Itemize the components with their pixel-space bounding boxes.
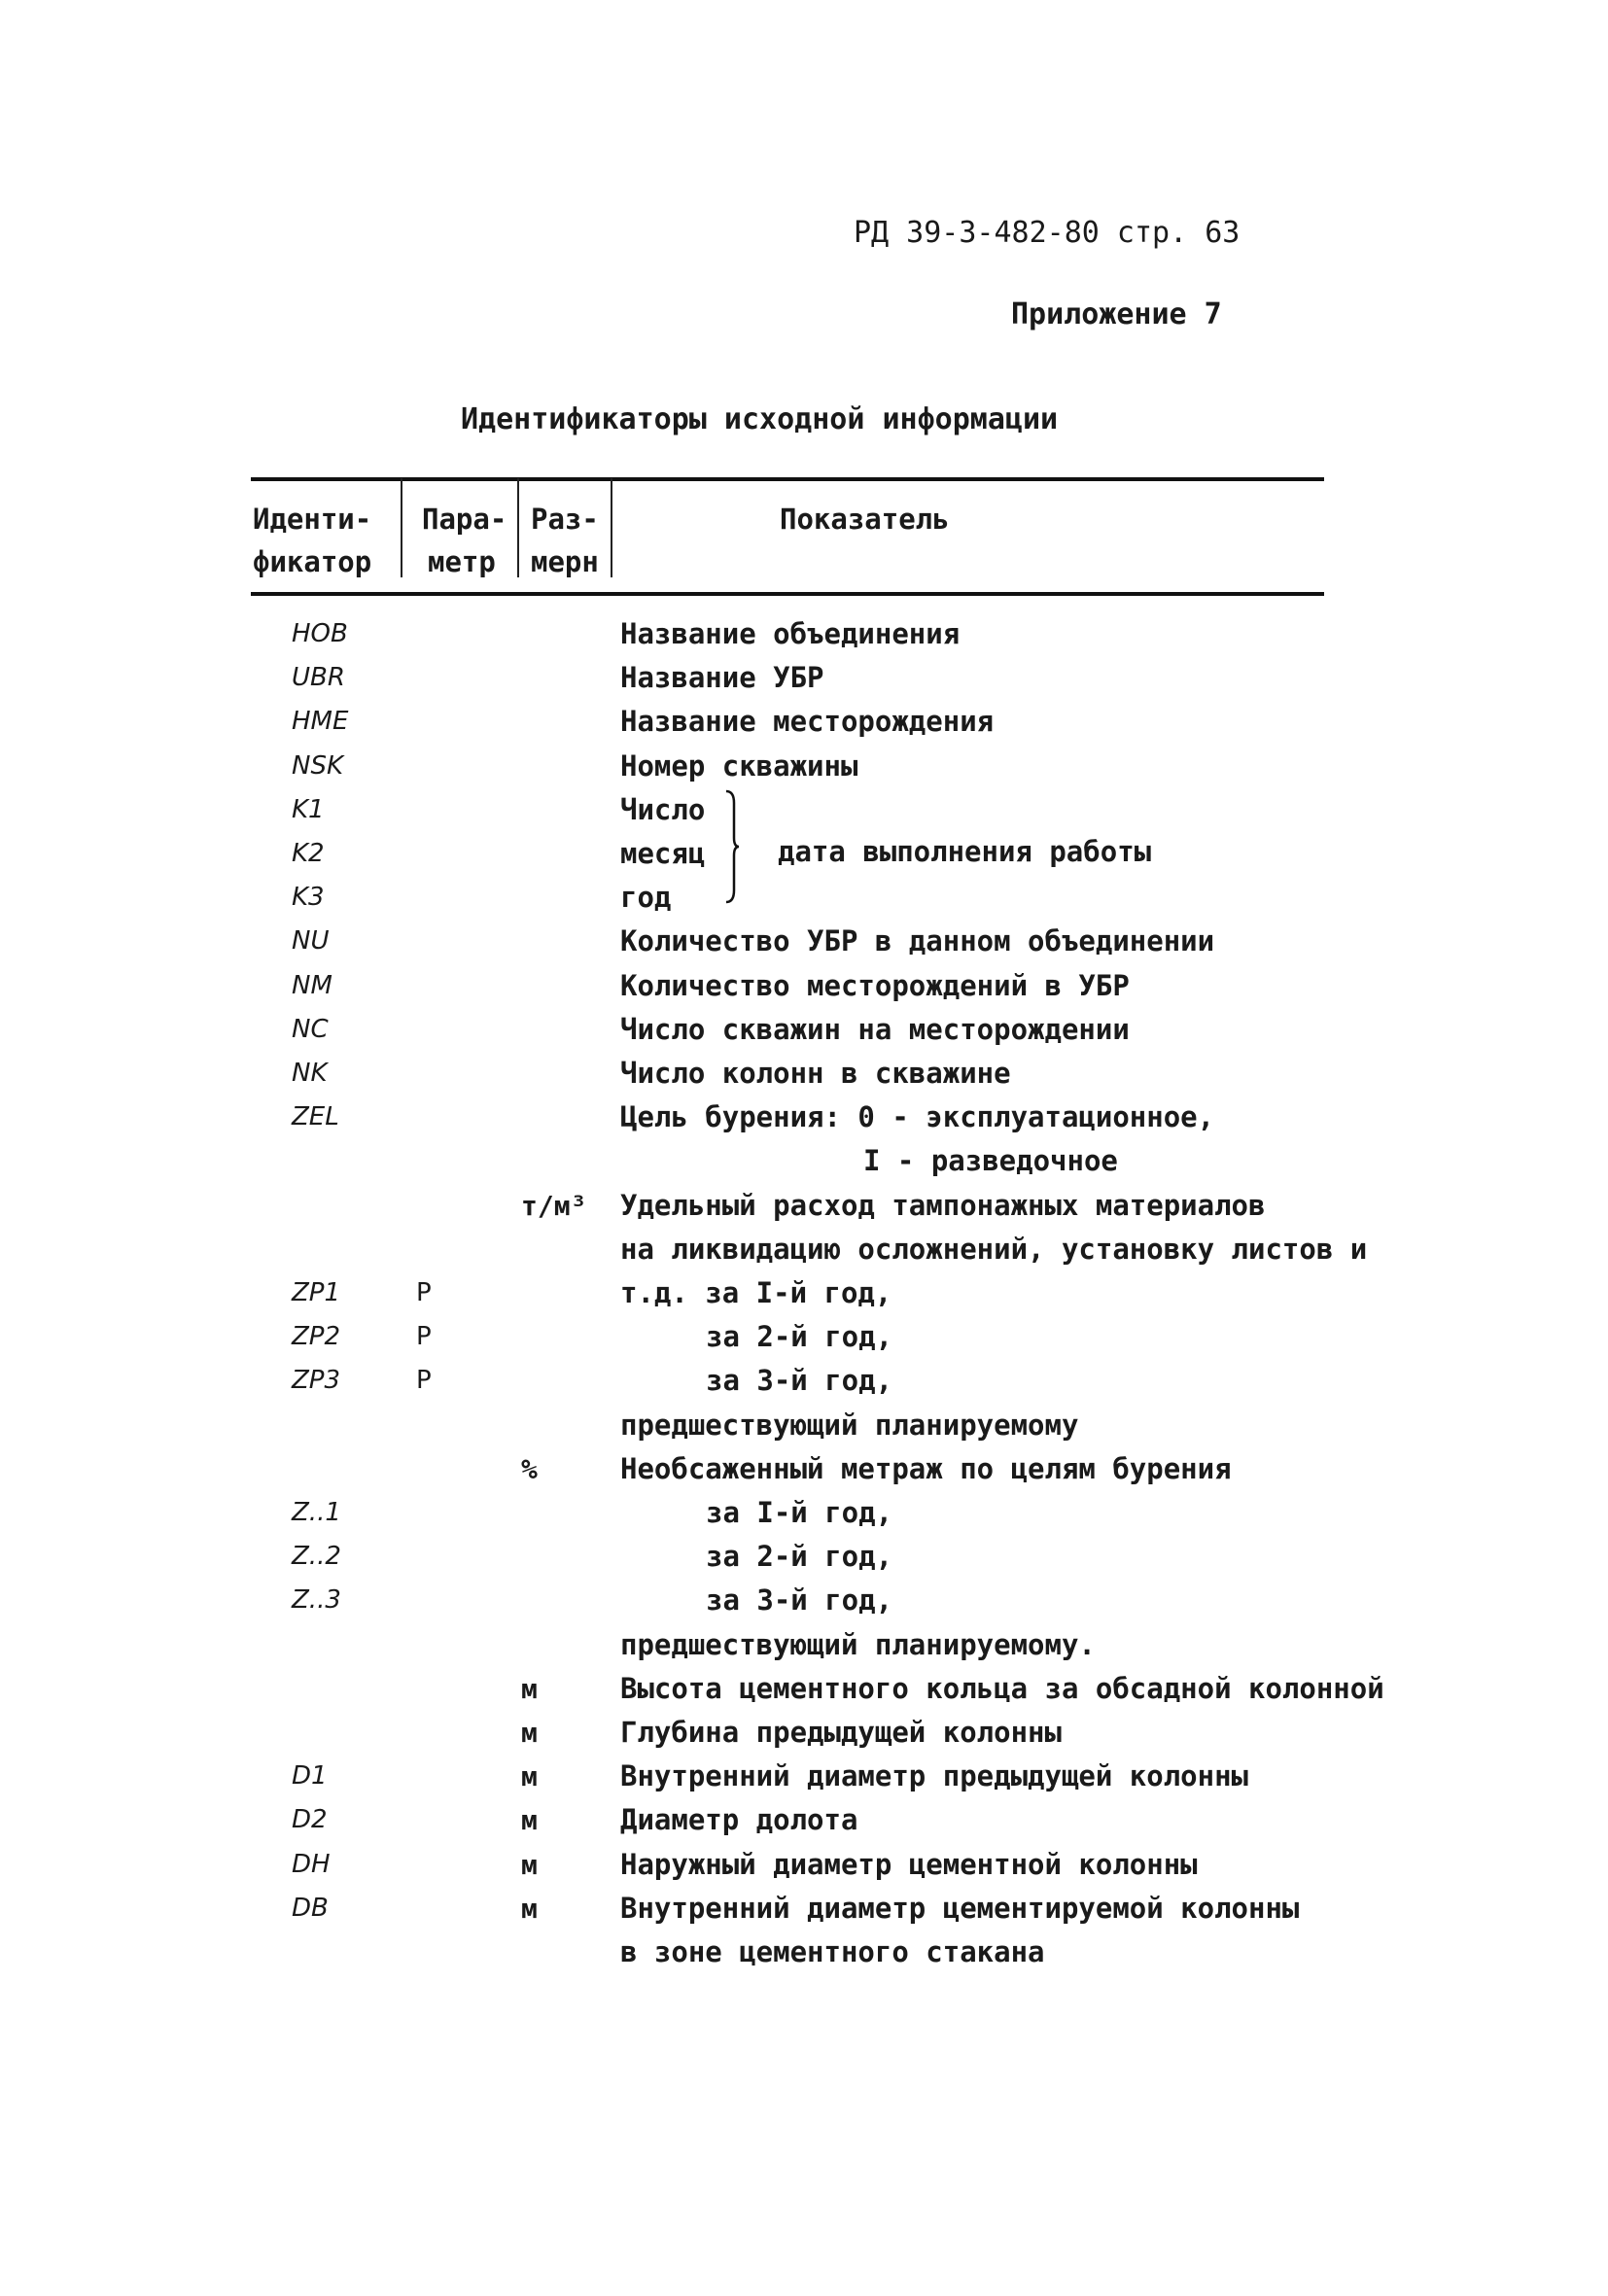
table-row (0, 1623, 1608, 1667)
table-row (0, 1404, 1608, 1447)
row-parameter: P (416, 1278, 432, 1307)
row-unit: м (521, 1848, 538, 1881)
row-identifier: D2 (292, 1805, 328, 1835)
row-identifier: K2 (292, 839, 325, 868)
row-unit: м (521, 1672, 538, 1705)
row-indicator: Внутренний диаметр цементируемой колонны (620, 1891, 1300, 1925)
row-identifier: DH (292, 1849, 331, 1879)
table-header-rule (251, 592, 1324, 596)
table-row (0, 612, 1608, 656)
appendix-label: Приложение 7 (1011, 297, 1222, 331)
table-row (0, 1887, 1608, 1931)
row-indicator: Число (620, 792, 706, 826)
table-row (0, 1228, 1608, 1271)
row-indicator: за I-й год, (706, 1496, 893, 1529)
row-indicator: Число скважин на месторождении (620, 1012, 1130, 1046)
right-brace-icon (724, 789, 740, 904)
column-separator (401, 478, 402, 577)
table-title: Идентификаторы исходной информации (461, 402, 1059, 436)
row-identifier: ZP3 (292, 1366, 341, 1396)
header-identifier-1: Иденти- (253, 503, 372, 536)
row-identifier: ZP1 (292, 1278, 341, 1307)
row-indicator: Необсаженный метраж по целям бурения (620, 1451, 1232, 1485)
row-unit: м (521, 1892, 538, 1925)
row-identifier: ZEL (292, 1102, 339, 1132)
table-row (0, 788, 1608, 832)
row-indicator: на ликвидацию осложнений, установку листов и (620, 1232, 1368, 1266)
header-identifier-2: фикатор (253, 545, 372, 578)
row-indicator: Диаметр долота (620, 1803, 858, 1837)
row-unit: т/м³ (521, 1189, 587, 1222)
row-unit: м (521, 1760, 538, 1793)
table-row (0, 1315, 1608, 1359)
table-row (0, 920, 1608, 963)
header-indicator: Показатель (780, 503, 950, 536)
row-indicator: Название объединения (620, 617, 961, 650)
row-indicator: Высота цементного кольца за обсадной колонной (620, 1671, 1384, 1705)
table-row (0, 1491, 1608, 1535)
row-unit: м (521, 1804, 538, 1837)
page-reference: РД 39-3-482-80 стр. 63 (854, 216, 1241, 250)
row-indicator: за 2-й год, (706, 1320, 893, 1354)
table-row (0, 1579, 1608, 1622)
row-identifier: NSK (292, 750, 344, 781)
row-indicator: за 3-й год, (706, 1583, 893, 1618)
row-identifier: Z..1 (292, 1498, 341, 1527)
row-identifier: D1 (292, 1761, 328, 1792)
header-unit-2: мерн (531, 545, 599, 578)
row-identifier: Z..2 (292, 1542, 341, 1572)
row-parameter: P (416, 1366, 432, 1396)
table-row (0, 1535, 1608, 1579)
row-identifier: NU (292, 926, 330, 957)
row-indicator: Количество УБР в данном объединении (620, 924, 1215, 958)
table-row (0, 745, 1608, 788)
table-row (0, 1271, 1608, 1315)
header-parameter-2: метр (428, 545, 496, 578)
row-parameter: P (416, 1322, 432, 1352)
row-identifier: NC (292, 1014, 329, 1044)
table-row (0, 1711, 1608, 1755)
table-top-rule (251, 477, 1324, 481)
table-row (0, 700, 1608, 744)
table-row (0, 1052, 1608, 1096)
row-identifier: DB (292, 1893, 329, 1923)
column-separator (517, 478, 519, 577)
row-identifier: ZP2 (292, 1322, 341, 1352)
table-row (0, 1096, 1608, 1139)
row-indicator: I - разведочное (863, 1144, 1118, 1178)
table-row (0, 1359, 1608, 1403)
row-indicator: Число колонн в скважине (620, 1057, 1011, 1090)
row-indicator: предшествующий планируемому (620, 1408, 1079, 1442)
table-row (0, 1447, 1608, 1491)
row-indicator: Цель бурения: 0 - эксплуатационное, (620, 1100, 1215, 1134)
header-parameter-1: Пара- (422, 503, 507, 536)
table-row (0, 1931, 1608, 1974)
table-row (0, 964, 1608, 1008)
row-indicator: Внутренний диаметр предыдущей колонны (620, 1759, 1249, 1793)
row-identifier: K3 (292, 883, 325, 913)
row-indicator: за 3-й год, (706, 1364, 893, 1398)
row-identifier: HME (292, 707, 349, 737)
row-identifier: NK (292, 1059, 328, 1088)
date-group-label: дата выполнения работы (778, 835, 1152, 868)
row-indicator: в зоне цементного стакана (620, 1935, 1045, 1968)
row-identifier: NM (292, 970, 332, 1000)
row-identifier: K1 (292, 794, 325, 824)
row-indicator: Название месторождения (620, 705, 995, 739)
row-indicator: предшествующий планируемому. (620, 1627, 1096, 1661)
row-indicator: месяц (620, 837, 706, 870)
table-row (0, 1008, 1608, 1052)
row-indicator: Наружный диаметр цементной колонны (620, 1847, 1198, 1881)
row-identifier: Z..3 (292, 1585, 341, 1616)
row-identifier: UBR (292, 663, 345, 693)
table-row (0, 1184, 1608, 1228)
column-separator (611, 478, 612, 577)
table-row (0, 1139, 1608, 1183)
row-indicator: т.д. за I-й год, (620, 1276, 892, 1309)
row-unit: м (521, 1717, 538, 1749)
header-unit-1: Раз- (531, 503, 599, 536)
row-indicator: год (620, 881, 672, 915)
row-identifier: HOB (292, 619, 348, 648)
table-row (0, 1798, 1608, 1842)
row-indicator: Номер скважины (620, 748, 858, 783)
row-indicator: за 2-й год, (706, 1540, 893, 1574)
row-unit: % (521, 1452, 538, 1485)
table-row (0, 1843, 1608, 1887)
table-row (0, 876, 1608, 920)
table-row (0, 1667, 1608, 1711)
row-indicator: Удельный расход тампонажных материалов (620, 1188, 1266, 1222)
row-indicator: Количество месторождений в УБР (620, 968, 1130, 1002)
table-row (0, 656, 1608, 700)
row-indicator: Название УБР (620, 661, 824, 695)
row-indicator: Глубина предыдущей колонны (620, 1716, 1062, 1749)
table-row (0, 1755, 1608, 1798)
